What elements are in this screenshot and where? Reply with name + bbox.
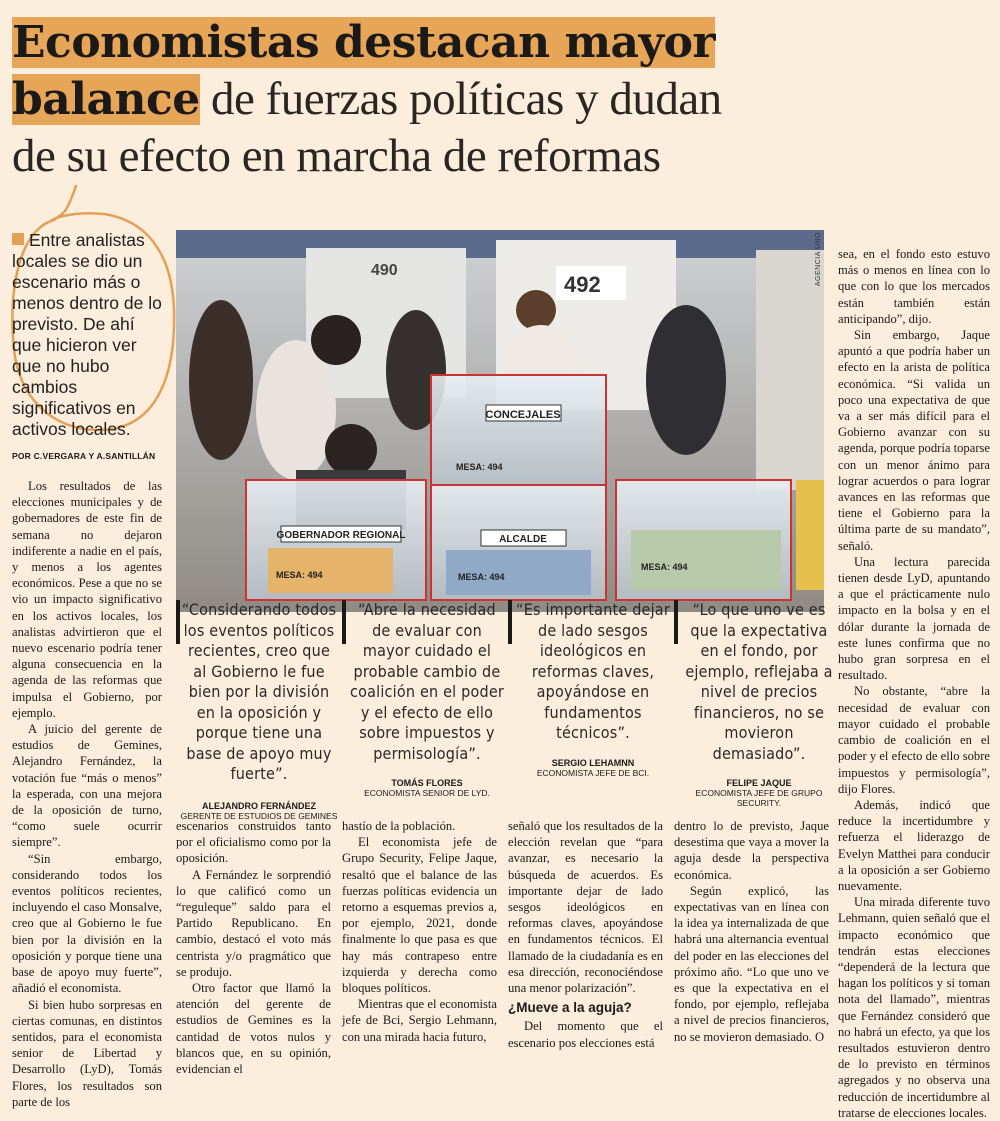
body-column-1: Los resultados de las elecciones municipales y de gobernadores de este fin de semana no dejaron indiferente a nadie en el país, y menos a los agentes económicos. Pese a que no se vio un impacto significativo en los activos locales, los analistas advirtieron que el nuevo escenario podría tener alguna consecuencia en la agenda de las reformas que impulsa el Gobierno, por ejemplo. A juicio del gerente de estudios de Gemines, Alejandro Fernández, la votación fue “más o menos” la esperada, con una mejora de la oposición de turno, “como suele ocurrir siempre”. “Sin embargo, considerando todos los eventos políticos recientes, incluyendo el caso Monsalve, creo que al Gobierno le fue bien por la división en la oposición y porque tiene una base de apoyo muy fuerte”, añadió el economista. Si bien hubo sorpresas en ciertas comunas, en distintos sentidos, para el economista senior de Libertad y Desarrollo (LyD), Tomás Flores, los resultados son parte de los	[12, 479, 162, 1109]
pull-quote-flores	[348, 600, 506, 798]
box-label-alcalde: ALCALDE	[499, 534, 547, 545]
election-photo	[176, 230, 824, 612]
body-column-6: sea, en el fondo esto estuvo más o menos en línea con lo que con lo que los mercados están también están anticipando”, dijo. Sin embargo, Jaque apuntó a que podría haber un efecto en la arista de política económica. “Si valida un poco una expectativa de que va a ser más difícil para el Gobierno avanzar con su agenda, porque podría toparse con un menor ánimo para lograr acuerdos o para lograr avances en las reformas que tiene el Gobierno para la última parte de su mandato”, señaló. Una lectura parecida tienen desde LyD, apuntando a que el prácticamente nulo impacto en la bolsa y en el dólar durante la jornada de este lunes confirma que no hubo gran sorpresa en el resultado. No obstante, “abre la necesidad de evaluar con mayor cuidado el probable cambio de coalición en el poder y el efecto de ello sobre impuestos y permisología”, dijo Flores. Además, indicó que reduce la incertidumbre y refuerza el liderazgo de Evelyn Matthei para conducir a la oposición a ser Gobierno nuevamente. Una mirada diferente tuvo Lehmann, quien señaló que el impacto económico que tendrán estas elecciones “dependerá de la lectura que hagan los políticos y si toman nota del llamado”, mientras que Fernández consideró que no habrá un efecto, ya que los resultados estuvieron dentro de lo previsto en términos agregados y no observa una reducción de incertidumbre al tratarse de elecciones locales.	[838, 247, 990, 1120]
body-column-5: dentro lo de previsto, Jaque desestima que vaya a mover la aguja desde la perspectiva económica. Según explicó, las expectativas van en línea con la idea ya internalizada de que habrá una alternancia eventual del poder en las elecciones del próximo año. “Lo que uno ve es que la expectativa en el fondo, por ejemplo, reflejaba a nivel de precios financieros, no se movieron demasiado. O	[674, 819, 829, 1044]
quote-text: “Abre la necesidad de evaluar con mayor cuidado el probable cambio de coalición en el poder y el efecto de ello sobre impuestos y permisología”.	[350, 600, 504, 763]
section-subhead: ¿Mueve a la aguja?	[508, 1000, 632, 1016]
mesa-label-2: MESA: 494	[276, 570, 323, 580]
byline: POR C.VERGARA Y A.SANTILLÁN	[12, 451, 156, 461]
headline-line-3: de su efecto en marcha de reformas	[12, 130, 661, 182]
headline	[12, 14, 912, 185]
quote-author-role: ECONOMISTA SENIOR DE LYD.	[364, 788, 490, 798]
quote-author-name: TOMÁS FLORES	[391, 778, 463, 788]
mesa-label-4: MESA: 494	[641, 562, 688, 572]
mesa-label-3: MESA: 494	[458, 572, 505, 582]
headline-highlight-1: Economistas destacan mayor	[12, 17, 716, 68]
box-label-gobernador: GOBERNADOR REGIONAL	[276, 530, 406, 541]
quote-bar	[342, 600, 346, 644]
quote-author-role: ECONOMISTA JEFE DE BCI.	[536, 767, 650, 778]
body-column-4: señaló que los resultados de la elección revelan que “para avanzar, es necesario la búsqueda de acuerdos. Es importante dejar de lado sesgos ideológicos en reformas claves, apoyándose en fundamentos técnicos. El llamado de la ciudadanía es en esa dirección, reconociéndose una menor polarización”. ¿Mueve a la aguja? Del momento que el escenario pos elecciones está	[508, 819, 663, 1050]
room-number-492: 492	[564, 272, 601, 297]
headline-rest-2: de fuerzas políticas y dudan	[199, 73, 722, 125]
quote-author-name: FELIPE JAQUE	[726, 778, 792, 788]
box-label-concejales: CONCEJALES	[485, 409, 561, 421]
pull-quote-jaque	[680, 600, 838, 808]
quote-author-name: SERGIO LEHAMNN	[551, 757, 635, 768]
quote-author-role: GERENTE DE ESTUDIOS DE GEMINES	[180, 810, 338, 821]
lead-bullet-icon	[12, 233, 24, 245]
body-column-2: escenarios construidos tanto por el oficialismo como por la oposición. A Fernández le sorprendió lo que calificó como un “reguleque” saldo para el Partido Republicano. En cambio, destacó el voto más centrista y/o pragmático que se produjo. Otro factor que llamó la atención del gerente de estudios de Gemines es la cantidad de votos nulos y blancos que, en su opinión, evidencian el	[176, 819, 331, 1077]
lead-summary: Entre analistas locales se dio un escenario más o menos dentro de lo previsto. De ahí que hicieron ver que no hubo cambios significativos en activos locales.	[12, 230, 162, 439]
mesa-label-1: MESA: 494	[456, 462, 503, 472]
room-number-490: 490	[371, 262, 398, 279]
quote-bar	[508, 600, 512, 644]
pull-quote-fernandez	[180, 600, 338, 821]
pull-quote-lehmann	[514, 600, 672, 778]
headline-highlight-2: balance	[12, 74, 200, 125]
quote-text: “Es importante dejar de lado sesgos ideológicos en reformas claves, apoyándose en fundamentos técnicos”.	[516, 600, 670, 742]
quote-bar	[674, 600, 678, 644]
quote-author-role: ECONOMISTA JEFE DE GRUPO SECURITY.	[695, 788, 823, 808]
quote-text: “Lo que uno ve es que la expectativa en el fondo, por ejemplo, reflejaba a nivel de precios financieros, no se movieron demasiado”.	[685, 600, 833, 763]
quote-text: “Considerando todos los eventos políticos recientes, creo que al Gobierno le fue bien por la división en la oposición y porque tiene una base de apoyo muy fuerte”.	[181, 600, 337, 783]
photo-credit: AGENCIA UNO	[815, 232, 822, 287]
body-column-3: hastío de la población. El economista jefe de Grupo Security, Felipe Jaque, resaltó que el balance de las fuerzas políticas evidencia un retorno a esquemas previos a, por ejemplo, 2021, donde finalmente lo que pasa es que hay más contrapeso entre izquierda y derecha como bloques políticos. Mientras que el economista jefe de Bci, Sergio Lehmann, con una mirada hacia futuro,	[342, 819, 497, 1044]
quote-author-name: ALEJANDRO FERNÁNDEZ	[201, 800, 316, 811]
